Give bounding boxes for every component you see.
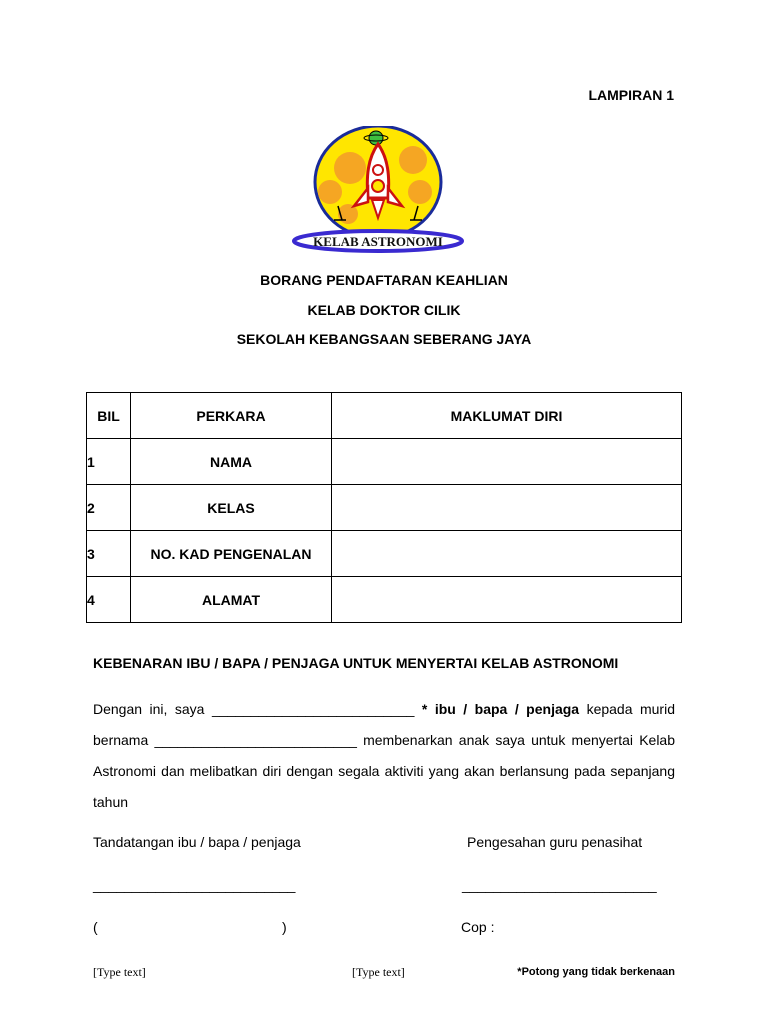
row-perkara: NO. KAD PENGENALAN	[131, 531, 332, 577]
lampiran-label: LAMPIRAN 1	[588, 87, 674, 103]
row-perkara: ALAMAT	[131, 577, 332, 623]
cop-label: Cop :	[461, 919, 495, 935]
row-bil: 4	[87, 577, 131, 623]
footer-center: [Type text]	[352, 965, 405, 979]
parent-signature-line[interactable]: __________________________	[93, 877, 296, 893]
relation-options: * ibu / bapa / penjaga	[414, 701, 580, 717]
school-name: SEKOLAH KEBANGSAAN SEBERANG JAYA	[236, 331, 532, 347]
row-bil: 1	[87, 439, 131, 485]
row-input-nama[interactable]	[332, 439, 682, 485]
logo-text: KELAB ASTRONOMI	[313, 234, 443, 249]
student-name-blank[interactable]: __________________________	[154, 732, 357, 748]
header-bil: BIL	[87, 393, 131, 439]
table-row	[87, 485, 682, 531]
form-title: BORANG PENDAFTARAN KEAHLIAN	[260, 272, 508, 288]
consent-text-2: kepada murid bernama	[93, 701, 675, 748]
row-input-alamat[interactable]	[332, 577, 682, 623]
teacher-signature-line[interactable]: _________________________	[462, 877, 657, 893]
row-bil: 3	[87, 531, 131, 577]
kelab-astronomi-logo	[288, 126, 470, 256]
table-row	[87, 531, 682, 577]
row-input-kad-pengenalan[interactable]	[332, 531, 682, 577]
consent-text-1: Dengan ini, saya	[93, 701, 212, 717]
consent-heading: KEBENARAN IBU / BAPA / PENJAGA UNTUK MENYERTAI KELAB ASTRONOMI	[93, 655, 619, 671]
header-perkara: PERKARA	[131, 393, 332, 439]
footer-left: [Type text]	[93, 965, 146, 979]
teacher-verification-label: Pengesahan guru penasihat	[467, 834, 643, 850]
row-bil: 2	[87, 485, 131, 531]
club-name: KELAB DOKTOR CILIK	[307, 302, 461, 318]
table-row	[87, 439, 682, 485]
consent-paragraph	[93, 694, 675, 818]
name-blank[interactable]: __________________________	[211, 701, 415, 717]
parent-signature-label: Tandatangan ibu / bapa / penjaga	[93, 834, 301, 850]
table-row	[87, 577, 682, 623]
table-header-row	[87, 393, 682, 439]
consent-text-3: membenarkan anak saya untuk menyertai Kelab Astronomi dan melibatkan diri dengan segala aktiviti yang akan berlansung pada sepanjang tahun	[93, 732, 675, 810]
row-perkara: KELAS	[131, 485, 332, 531]
header-maklumat-diri: MAKLUMAT DIRI	[332, 393, 682, 439]
row-input-kelas[interactable]	[332, 485, 682, 531]
rocket-logo-icon	[288, 126, 470, 256]
paren-close: )	[282, 919, 287, 935]
row-perkara: NAMA	[131, 439, 332, 485]
registration-table	[86, 392, 682, 623]
footnote: *Potong yang tidak berkenaan	[517, 966, 675, 978]
paren-open: (	[93, 919, 98, 935]
